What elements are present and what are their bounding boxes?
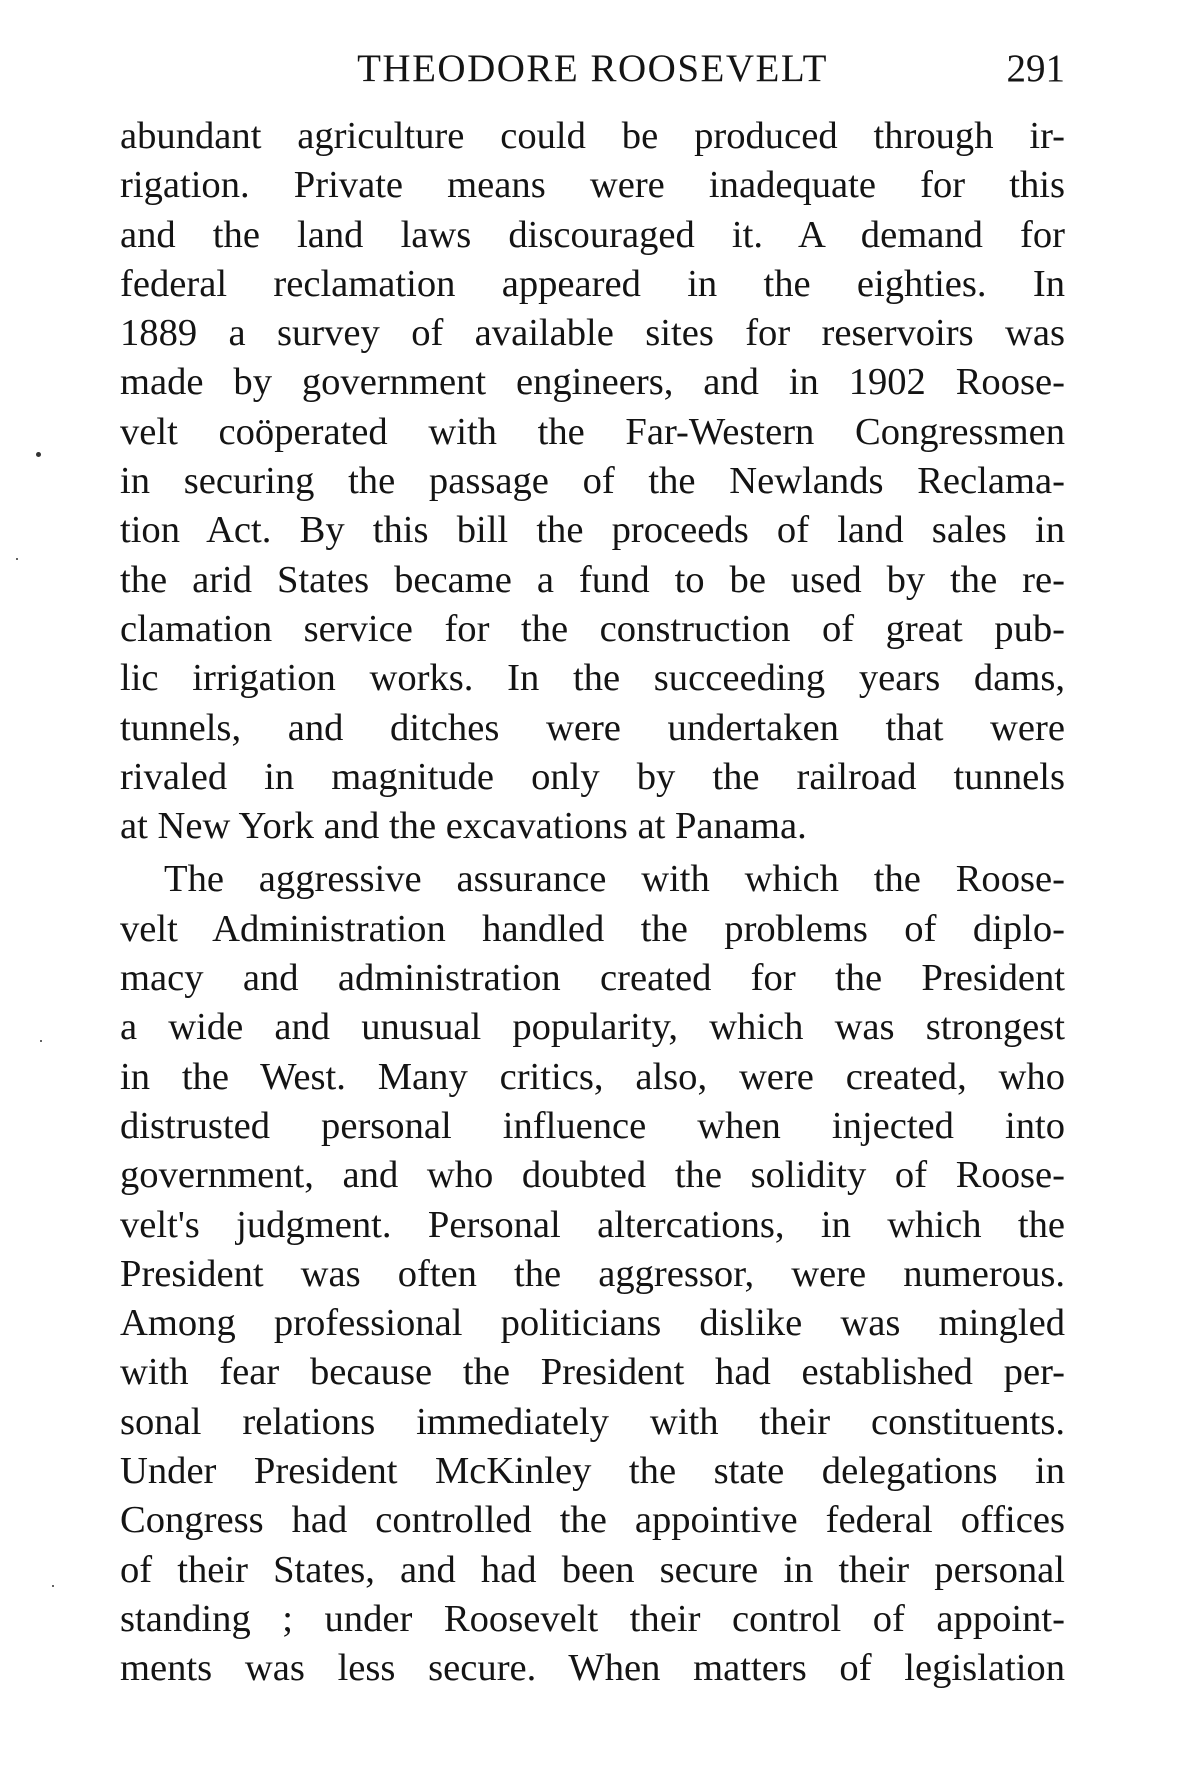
text-line: made by government engineers, and in 1902 Roose- (120, 361, 1065, 404)
text-line: standing ; under Roosevelt their control of appoint- (120, 1597, 1065, 1640)
scan-speck (36, 452, 41, 457)
text-line: 1889 a survey of available sites for reservoirs was (120, 312, 1065, 355)
text-line: and the land laws discouraged it. A demand for (120, 213, 1065, 256)
text-line: abundant agriculture could be produced through ir- (120, 115, 1065, 157)
text-line: The aggressive assurance with which the Roose- (164, 858, 1065, 901)
text-line: the arid States became a fund to be used by the re- (120, 558, 1065, 601)
text-line: a wide and unusual popularity, which was strongest (120, 1006, 1065, 1049)
text-line: clamation service for the construction of great pub- (120, 607, 1065, 650)
text-line: federal reclamation appeared in the eighties. In (120, 262, 1065, 305)
text-line: velt's judgment. Personal altercations, in which the (120, 1203, 1065, 1246)
text-line: tion Act. By this bill the proceeds of land sales in (120, 509, 1065, 552)
text-line: tunnels, and ditches were undertaken that were (120, 706, 1065, 749)
text-line: distrusted personal influence when injected into (120, 1104, 1065, 1147)
paragraph-administration (120, 855, 1065, 1693)
text-line: government, and who doubted the solidity of Roose- (120, 1154, 1065, 1197)
page-number: 291 (1006, 47, 1065, 90)
text-line: Congress had controlled the appointive federal offices (120, 1499, 1065, 1542)
text-line: Under President McKinley the state delegations in (120, 1450, 1065, 1493)
text-line: ments was less secure. When matters of legislation (120, 1647, 1065, 1690)
scan-speck (40, 1040, 42, 1042)
text-line: rigation. Private means were inadequate for this (120, 164, 1065, 207)
text-line: Among professional politicians dislike was mingled (120, 1302, 1065, 1345)
text-line: with fear because the President had established per- (120, 1351, 1065, 1394)
running-head (120, 40, 1065, 100)
text-line: velt coöperated with the Far-Western Congressmen (120, 410, 1065, 453)
text-line: at New York and the excavations at Panama. (120, 805, 807, 848)
text-line: of their States, and had been secure in their personal (120, 1548, 1065, 1591)
text-line: in the West. Many critics, also, were created, who (120, 1055, 1065, 1098)
text-line: rivaled in magnitude only by the railroad tunnels (120, 755, 1065, 798)
text-line: sonal relations immediately with their constituents. (120, 1400, 1065, 1443)
running-title: THEODORE ROOSEVELT (357, 47, 828, 90)
text-line: President was often the aggressor, were numerous. (120, 1252, 1065, 1295)
scan-speck (16, 558, 18, 560)
text-line: lic irrigation works. In the succeeding years dams, (120, 657, 1065, 700)
paragraph-irrigation (120, 112, 1065, 851)
text-line: in securing the passage of the Newlands Reclama- (120, 460, 1065, 503)
text-line: macy and administration created for the President (120, 957, 1065, 1000)
scan-speck (52, 1585, 54, 1587)
body-text (120, 112, 1065, 1694)
text-line: velt Administration handled the problems of diplo- (120, 907, 1065, 950)
